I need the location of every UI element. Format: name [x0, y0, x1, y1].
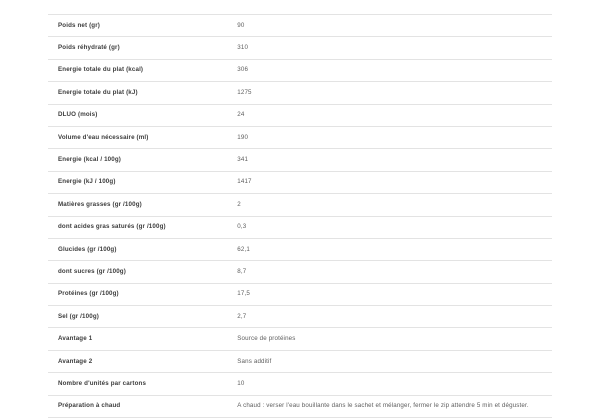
table-row — [48, 104, 552, 126]
table-row — [48, 350, 552, 372]
row-label: Poids net (gr) — [48, 15, 227, 37]
table-row — [48, 261, 552, 283]
table-row — [48, 59, 552, 81]
row-label: Energie (kcal / 100g) — [48, 149, 227, 171]
row-value: 310 — [227, 37, 552, 59]
table-row — [48, 216, 552, 238]
specification-table — [48, 14, 552, 418]
row-label: Matières grasses (gr /100g) — [48, 194, 227, 216]
row-label: Protéines (gr /100g) — [48, 283, 227, 305]
row-value: 2 — [227, 194, 552, 216]
row-value: 1417 — [227, 171, 552, 193]
row-label: Nombre d'unités par cartons — [48, 373, 227, 395]
table-row — [48, 306, 552, 328]
row-value: 62,1 — [227, 238, 552, 260]
table-row — [48, 395, 552, 417]
table-row — [48, 194, 552, 216]
table-row — [48, 283, 552, 305]
row-label: Sel (gr /100g) — [48, 306, 227, 328]
table-row — [48, 15, 552, 37]
table-row — [48, 149, 552, 171]
table-row — [48, 238, 552, 260]
row-label: Volume d'eau nécessaire (ml) — [48, 126, 227, 148]
row-value: Source de protéines — [227, 328, 552, 350]
row-value: 17,5 — [227, 283, 552, 305]
row-label: Avantage 2 — [48, 350, 227, 372]
row-value: 24 — [227, 104, 552, 126]
table-row — [48, 328, 552, 350]
row-value: 10 — [227, 373, 552, 395]
row-value: A chaud : verser l'eau bouillante dans le sachet et mélanger, fermer le zip attendre 5 min et déguster. — [227, 395, 552, 417]
row-value: 190 — [227, 126, 552, 148]
table-row — [48, 82, 552, 104]
row-label: DLUO (mois) — [48, 104, 227, 126]
row-label: Energie (kJ / 100g) — [48, 171, 227, 193]
row-value: 306 — [227, 59, 552, 81]
row-label: Glucides (gr /100g) — [48, 238, 227, 260]
row-label: Poids réhydraté (gr) — [48, 37, 227, 59]
row-value: Sans additif — [227, 350, 552, 372]
row-label: dont sucres (gr /100g) — [48, 261, 227, 283]
row-label: Préparation à chaud — [48, 395, 227, 417]
row-value: 90 — [227, 15, 552, 37]
table-row — [48, 37, 552, 59]
row-value: 0,3 — [227, 216, 552, 238]
table-row — [48, 373, 552, 395]
row-label: Avantage 1 — [48, 328, 227, 350]
row-value: 8,7 — [227, 261, 552, 283]
row-value: 341 — [227, 149, 552, 171]
table-row — [48, 171, 552, 193]
table-row — [48, 126, 552, 148]
row-value: 1275 — [227, 82, 552, 104]
row-label: dont acides gras saturés (gr /100g) — [48, 216, 227, 238]
row-value: 2,7 — [227, 306, 552, 328]
row-label: Energie totale du plat (kJ) — [48, 82, 227, 104]
row-label: Energie totale du plat (kcal) — [48, 59, 227, 81]
table-body — [48, 15, 552, 418]
